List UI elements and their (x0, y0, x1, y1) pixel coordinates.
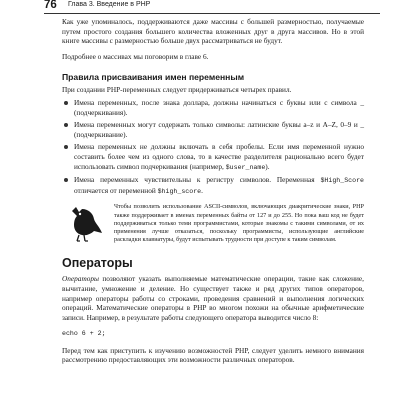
operators-paragraph: Операторы позволяют указать выполняемые математические операции, такие как сложение, вычитание, умножение и деление. Но существует также и ряд других типов операторов, например операторы работы со строками, проведения сравнений и выполнения логических операций. Математические операторы в PHP во многом похожи на обычные арифметические записи. Например, в результате работы следующего оператора выводится число 8: (62, 274, 364, 322)
bird-icon (66, 203, 106, 243)
note-text: Чтобы позволить использование ASCII-символов, включающих диакритические знаки, PHP также поддерживает в именах переменных байты от 127 и до 255. Но пока ваш код не будет поддерживаться только теми программистами, которые знакомы с такими символами, от их применения лучше отказаться, поскольку программисты, использующие английские раскладки клавиатуры, будут испытывать трудности при доступе к таким символам. (114, 203, 364, 244)
section-heading-operators: Операторы (62, 256, 133, 271)
section-heading-variable-rules: Правила присваивания имен переменным (62, 72, 245, 83)
intro-paragraph: Как уже упоминалось, поддерживаются даже массивы с большей размерностью, получаемые путем простого создания большего количества вложенных друг в друга массивов. Но в этой книге массивы с размерностью больше двух рассматриваться не будут. (62, 17, 364, 46)
code-user-name: $user_name (225, 163, 266, 171)
list-item: Имена переменных могут содержать только символы: латинские буквы a–z и A–Z, 0–9 и _ (подчеркивание). (62, 120, 364, 139)
code-high-score-lower: $high_score (157, 187, 202, 195)
list-item: Имена переменных не должны включать в себя пробелы. Если имя переменной нужно составить более чем из одного слова, то в качестве разделителя рационально всего будет использовать символ подчеркивания (например, $user_name). (62, 142, 364, 172)
page-body (62, 17, 364, 365)
list-item: Имена переменных чувствительны к регистру символов. Переменная $High_Score отличается от переменной $high_score. (62, 175, 364, 196)
code-example: echo 6 + 2; (62, 330, 106, 338)
page-number: 76 (44, 0, 57, 11)
note-block (62, 203, 364, 244)
operators-paragraph-2: Перед тем как приступить к изучению возможностей PHP, следует уделить немного внимания рассмотрению предоставляющих эти возможности различных операторов. (62, 345, 364, 365)
list-item: Имена переменных, после знака доллара, должны начинаться с буквы или с символа _ (подчеркивания). (62, 98, 364, 117)
running-header (44, 0, 380, 14)
code-high-score-upper: $High_Score (320, 177, 364, 185)
rules-lead: При создании PHP-переменных следует придерживаться четырех правил. (62, 85, 292, 95)
chapter-title: Глава 3. Введение в PHP (68, 1, 151, 8)
intro-paragraph-2: Подробнее о массивах мы поговорим в главе 6. (62, 51, 209, 61)
rules-list (62, 98, 364, 196)
term-operators: Операторы (62, 274, 99, 284)
